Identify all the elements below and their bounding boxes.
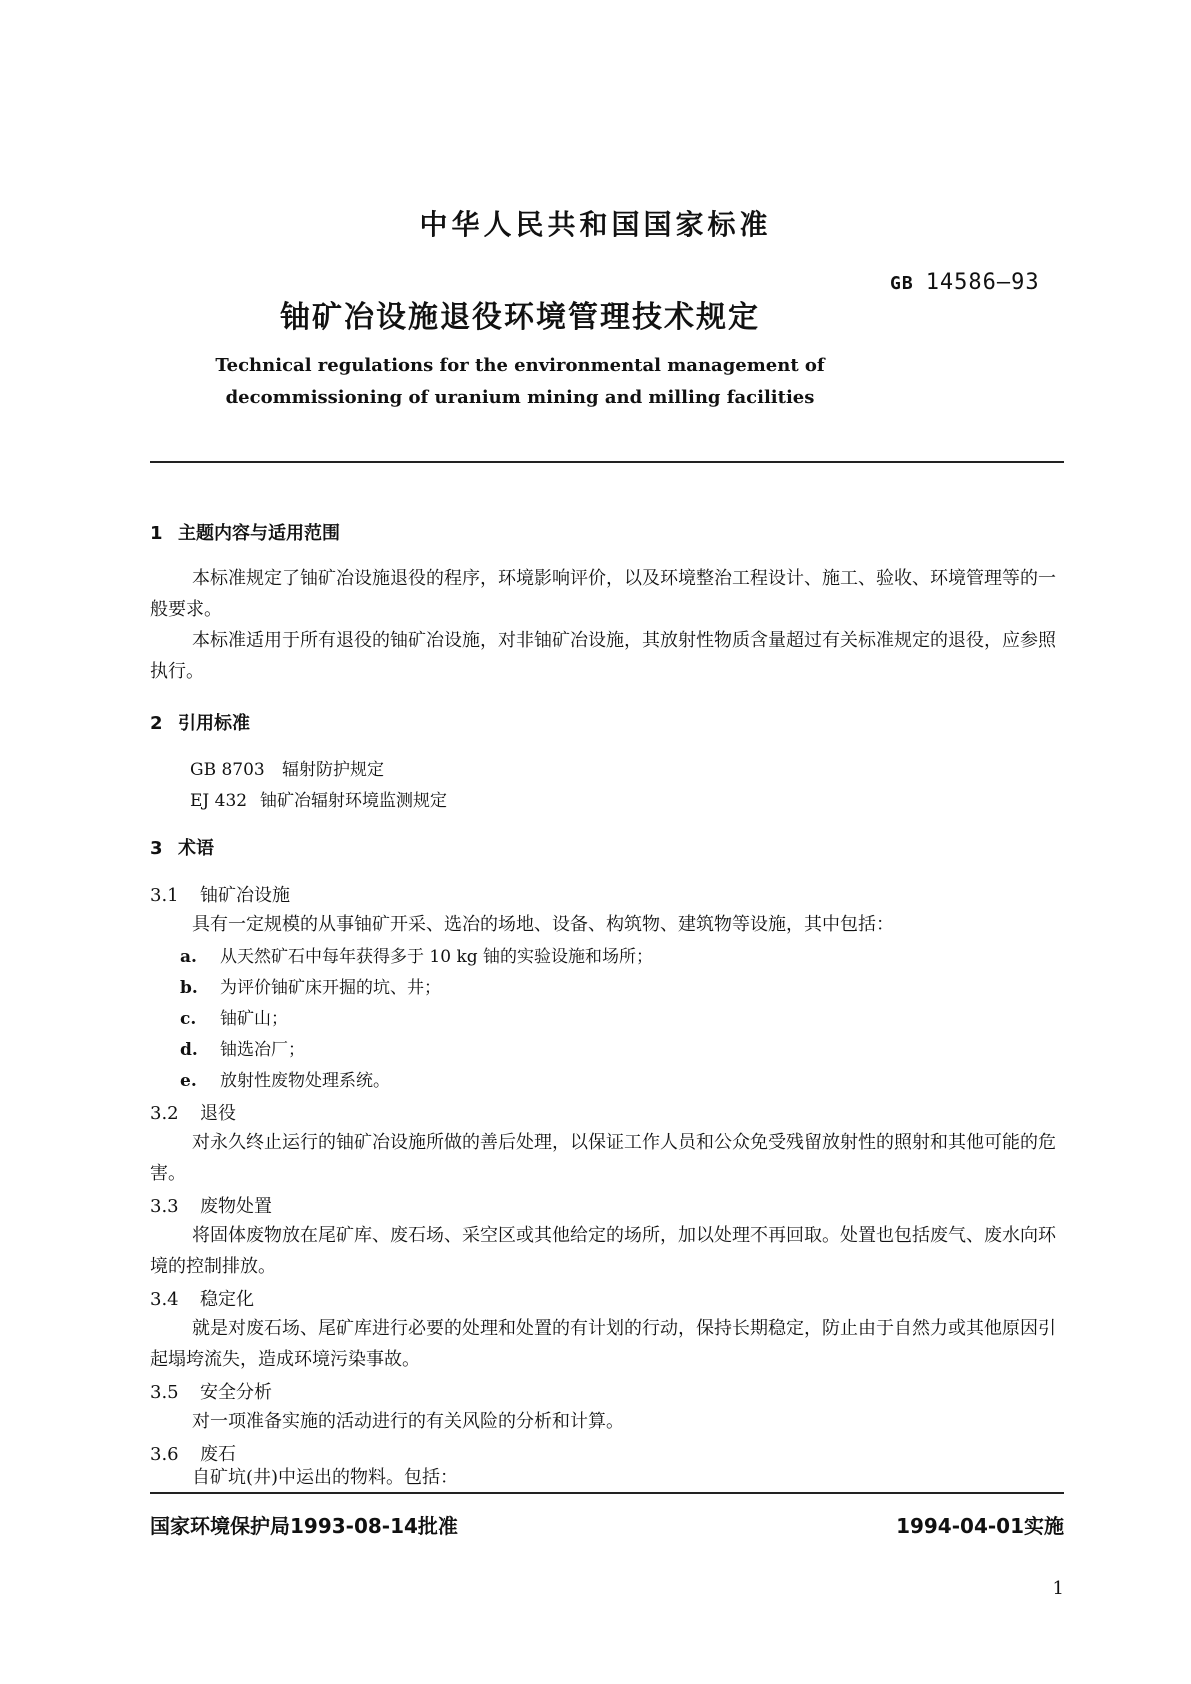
section-1-heading: 1 主题内容与适用范围 [150, 523, 340, 544]
reference-code: EJ 432 [190, 791, 248, 811]
term-3-1-definition: 具有一定规模的从事铀矿开采、选冶的场地、设备、构筑物、建筑物等设施，其中包括： [192, 914, 894, 935]
standard-code: 14586—93 [925, 270, 1040, 295]
reference-title: 辐射防护规定 [282, 760, 384, 780]
standard-prefix: GB [890, 273, 914, 294]
term-3-6-definition: 自矿坑(井)中运出的物料。包括： [192, 1467, 459, 1488]
page-title: 铀矿冶设施退役环境管理技术规定 [280, 300, 760, 335]
section-3-heading: 3 术语 [150, 838, 214, 859]
term-3-2-heading: 3.2 退役 [150, 1103, 236, 1124]
list-item: d. 铀选冶厂； [180, 1040, 305, 1060]
section-1-paragraph-2: 本标准适用于所有退役的铀矿冶设施，对非铀矿冶设施，其放射性物质含量超过有关标准规定的退役，应参照执行。 [150, 630, 1056, 682]
term-3-1-heading: 3.1 铀矿冶设施 [150, 885, 290, 906]
page-number: 1 [1052, 1578, 1064, 1599]
term-3-5-definition: 对一项准备实施的活动进行的有关风险的分析和计算。 [192, 1411, 624, 1432]
list-item: e. 放射性废物处理系统。 [180, 1071, 390, 1091]
term-3-6-heading: 3.6 废石 [150, 1444, 236, 1465]
footer-divider [150, 1492, 1064, 1494]
term-3-4-heading: 3.4 稳定化 [150, 1289, 254, 1310]
term-3-4-definition: 就是对废石场、尾矿库进行必要的处理和处置的有计划的行动，保持长期稳定，防止由于自然力或其他原因引起塌垮流失，造成环境污染事故。 [150, 1318, 1056, 1370]
english-title-line-1: Technical regulations for the environmental management of [215, 355, 825, 376]
list-item: a. 从天然矿石中每年获得多于 10 kg 铀的实验设施和场所； [180, 947, 654, 967]
english-title-line-2: decommissioning of uranium mining and milling facilities [225, 387, 815, 408]
term-3-3-definition: 将固体废物放在尾矿库、废石场、采空区或其他给定的场所，加以处理不再回取。处置也包括废气、废水向环境的控制排放。 [150, 1225, 1056, 1277]
reference-item [190, 755, 384, 780]
reference-title: 铀矿冶辐射环境监测规定 [260, 791, 447, 811]
term-3-2-definition: 对永久终止运行的铀矿冶设施所做的善后处理，以保证工作人员和公众免受残留放射性的照射和其他可能的危害。 [150, 1132, 1056, 1184]
standard-category: 中华人民共和国国家标准 [419, 208, 772, 241]
approval-line: 国家环境保护局1993-08-14批准 [150, 1514, 458, 1538]
reference-code: GB 8703 [190, 760, 265, 780]
effective-date: 1994-04-01实施 [896, 1514, 1064, 1538]
list-item: c. 铀矿山； [180, 1009, 288, 1029]
reference-item [190, 786, 447, 811]
header-divider [150, 461, 1064, 463]
term-3-5-heading: 3.5 安全分析 [150, 1382, 272, 1403]
term-3-3-heading: 3.3 废物处置 [150, 1196, 272, 1217]
english-title [0, 350, 1040, 414]
section-1-paragraph-1: 本标准规定了铀矿冶设施退役的程序，环境影响评价，以及环境整治工程设计、施工、验收、环境管理等的一般要求。 [150, 568, 1056, 620]
section-2-heading: 2 引用标准 [150, 713, 250, 734]
list-item: b. 为评价铀矿床开掘的坑、井； [180, 978, 441, 998]
